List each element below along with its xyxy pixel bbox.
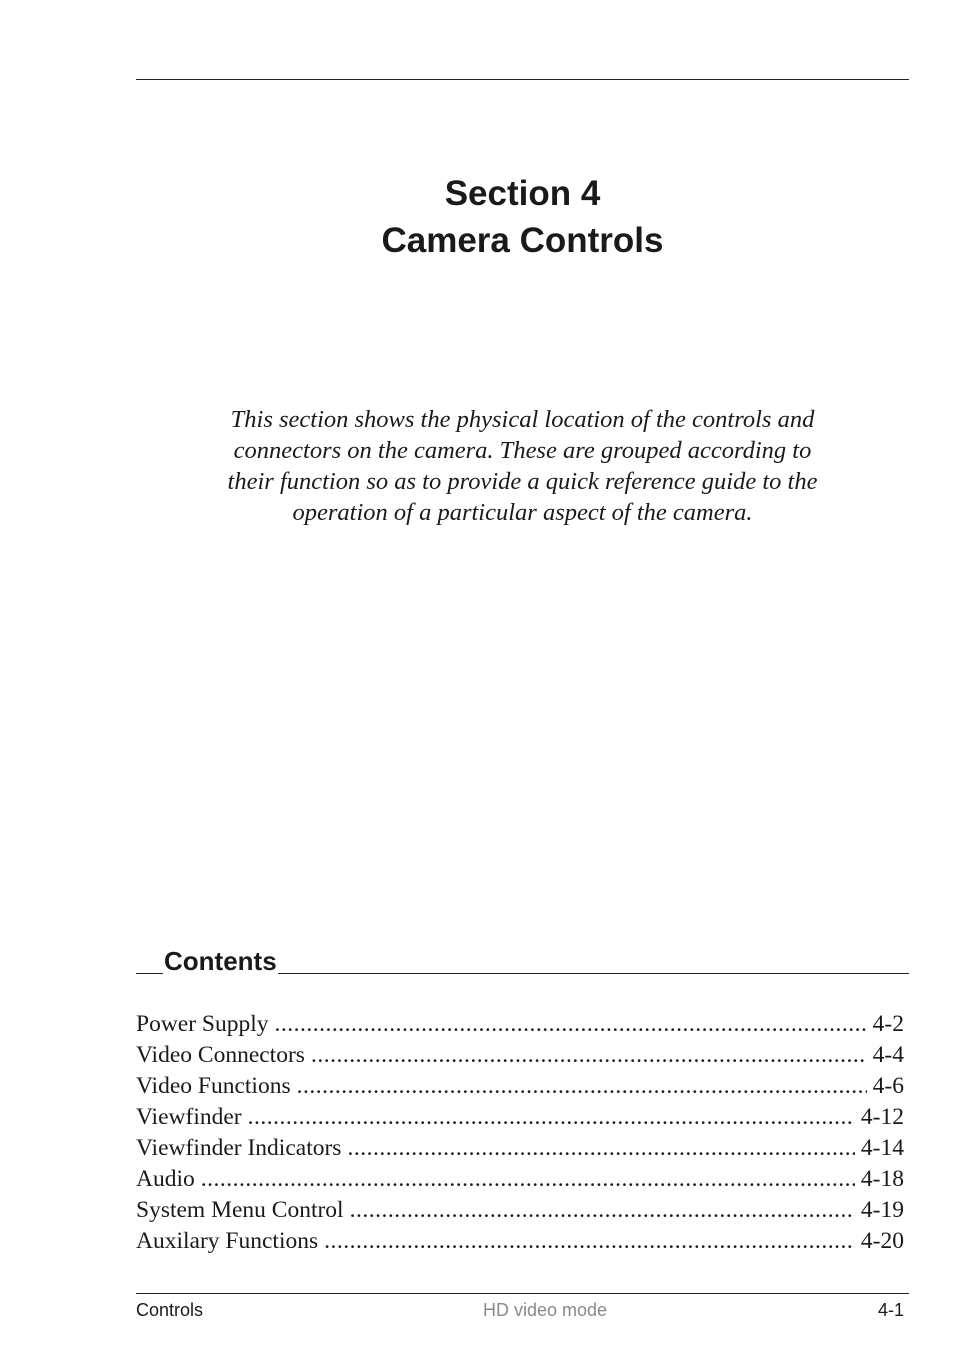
toc-leader-dots	[275, 1009, 867, 1040]
toc-entry-viewfinder-indicators[interactable]	[136, 1133, 904, 1164]
footer-section-name: Controls	[136, 1300, 204, 1320]
intro-line: their function so as to provide a quick reference guide to the	[227, 468, 818, 495]
section-number: Section 4	[444, 174, 601, 213]
toc-leader-dots	[324, 1226, 855, 1257]
toc-leader-dots	[248, 1102, 855, 1133]
intro-line: operation of a particular aspect of the camera.	[292, 499, 753, 526]
toc-entry-viewfinder[interactable]	[136, 1102, 904, 1133]
toc-page-number: 4-19	[860, 1197, 904, 1223]
toc-entry-video-functions[interactable]	[136, 1071, 904, 1102]
footer-page-number: 4-1	[877, 1300, 904, 1320]
heading-rule-left	[136, 973, 163, 974]
toc-page-number: 4-20	[860, 1228, 904, 1254]
toc-entry-power-supply[interactable]	[136, 1009, 904, 1040]
toc-entry-label: Viewfinder Indicators	[136, 1135, 342, 1161]
toc-leader-dots	[201, 1164, 855, 1195]
intro-line: This section shows the physical location of the controls and	[230, 406, 815, 433]
toc-page-number: 4-6	[872, 1073, 904, 1099]
toc-entry-label: Video Functions	[136, 1073, 291, 1099]
toc-entry-label: Audio	[136, 1166, 195, 1192]
intro-line: connectors on the camera. These are grouped according to	[233, 437, 812, 464]
contents-heading	[136, 944, 909, 976]
toc-leader-dots	[347, 1133, 854, 1164]
table-of-contents	[136, 1009, 904, 1257]
toc-page-number: 4-4	[872, 1042, 904, 1068]
toc-entry-auxilary-functions[interactable]	[136, 1226, 904, 1257]
toc-entry-label: System Menu Control	[136, 1197, 344, 1223]
toc-entry-audio[interactable]	[136, 1164, 904, 1195]
toc-leader-dots	[350, 1195, 855, 1226]
toc-entry-label: Video Connectors	[136, 1042, 305, 1068]
toc-leader-dots	[297, 1071, 867, 1102]
heading-rule-right	[278, 973, 909, 974]
toc-entry-label: Auxilary Functions	[136, 1228, 319, 1254]
toc-entry-label: Viewfinder	[136, 1104, 242, 1130]
toc-page-number: 4-12	[860, 1104, 904, 1130]
header-rule	[136, 79, 909, 80]
contents-heading-label: Contents	[164, 946, 277, 976]
toc-entry-video-connectors[interactable]	[136, 1040, 904, 1071]
intro-paragraph	[150, 404, 895, 528]
toc-page-number: 4-2	[872, 1011, 904, 1037]
page-title	[136, 170, 909, 264]
footer-rule	[136, 1293, 909, 1294]
toc-leader-dots	[311, 1040, 867, 1071]
toc-entry-system-menu-control[interactable]	[136, 1195, 904, 1226]
section-name: Camera Controls	[381, 221, 664, 260]
toc-entry-label: Power Supply	[136, 1011, 269, 1037]
toc-page-number: 4-18	[860, 1166, 904, 1192]
footer-mode-label: HD video mode	[482, 1300, 608, 1320]
toc-page-number: 4-14	[860, 1135, 904, 1161]
